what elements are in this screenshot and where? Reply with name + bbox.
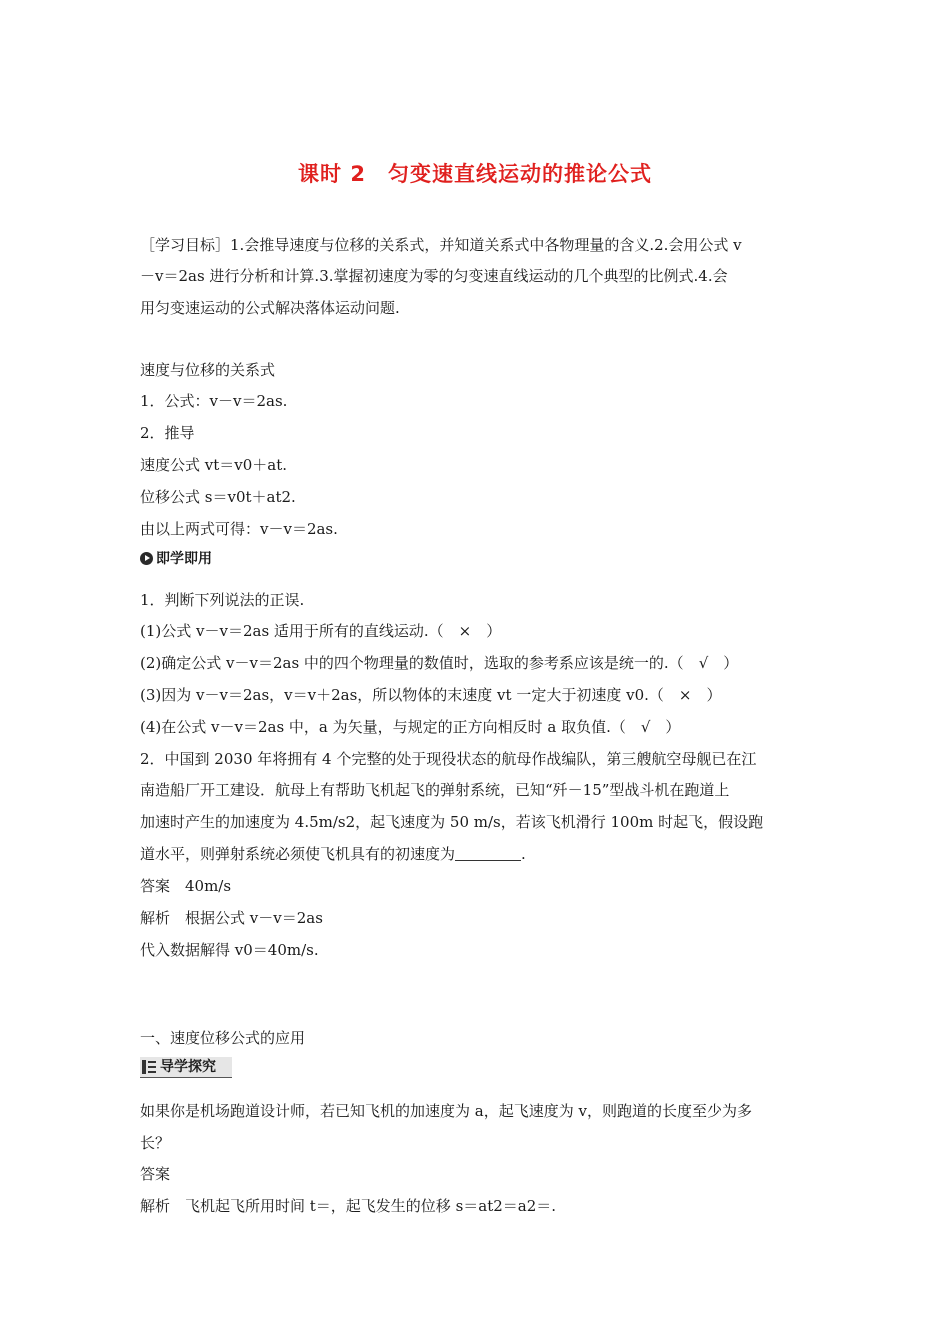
practice-heading-label: 即学即用 — [156, 551, 212, 567]
knowledge-item-2: 2．推导 — [140, 424, 195, 442]
objectives-line-1: ［学习目标］1.会推导速度与位移的关系式，并知道关系式中各物理量的含义.2.会用公式 v — [140, 236, 742, 254]
guide-explore-banner — [140, 1057, 232, 1078]
section-1-analysis: 解析 飞机起飞所用时间 t＝，起飞发生的位移 s＝at2＝a2＝. — [140, 1197, 557, 1215]
section-1-question-line-1: 如果你是机场跑道设计师，若已知飞机的加速度为 a，起飞速度为 v，则跑道的长度至少为多 — [140, 1102, 752, 1120]
section-1-question-line-2: 长？ — [140, 1134, 171, 1152]
section-1-heading: 一、速度位移公式的应用 — [140, 1029, 306, 1047]
knowledge-item-1: 1．公式：v－v＝2as. — [140, 392, 288, 410]
question-1-1: (1)公式 v－v＝2as 适用于所有的直线运动.（ × ） — [140, 622, 502, 640]
practice-heading — [140, 549, 212, 569]
objectives-line-3: 用匀变速运动的公式解决落体运动问题. — [140, 299, 400, 317]
question-2-line-2: 南造船厂开工建设．航母上有帮助飞机起飞的弹射系统，已知“歼－15”型战斗机在跑道上 — [140, 781, 730, 799]
displacement-formula: 位移公式 s＝v0t＋at2. — [140, 488, 296, 506]
answer-blank — [455, 846, 521, 861]
question-2-line-3: 加速时产生的加速度为 4.5m/s2，起飞速度为 50 m/s，若该飞机滑行 100m 时起飞，假设跑 — [140, 813, 764, 831]
objectives-line-2: －v＝2as 进行分析和计算.3.掌握初速度为零的匀变速直线运动的几个典型的比例式.4.会 — [140, 267, 728, 285]
analysis-2: 解析 根据公式 v－v＝2as — [140, 909, 323, 927]
question-2-text: 道水平，则弹射系统必须使飞机具有的初速度为 — [140, 845, 456, 863]
list-icon — [142, 1060, 156, 1074]
question-1-4: (4)在公式 v－v＝2as 中，a 为矢量，与规定的正方向相反时 a 取负值.（ √ ） — [140, 718, 681, 736]
answer-2: 答案 40m/s — [140, 877, 232, 895]
question-1-2: (2)确定公式 v－v＝2as 中的四个物理量的数值时，选取的参考系应该是统一的.（ √ ） — [140, 654, 739, 672]
knowledge-heading: 速度与位移的关系式 — [140, 361, 276, 379]
solution-2: 代入数据解得 v0＝40m/s. — [140, 941, 319, 959]
derivation-result: 由以上两式可得：v－v＝2as. — [140, 520, 338, 538]
question-2-line-4 — [140, 844, 820, 864]
speed-formula: 速度公式 vt＝v0＋at. — [140, 456, 288, 474]
play-circle-icon — [140, 552, 153, 565]
question-1: 1．判断下列说法的正误. — [140, 591, 305, 609]
question-2-line-1: 2．中国到 2030 年将拥有 4 个完整的处于现役状态的航母作战编队，第三艘航空母舰已在江 — [140, 750, 757, 768]
question-1-3: (3)因为 v－v＝2as，v＝v＋2as，所以物体的末速度 vt 一定大于初速度 v0.（ × ） — [140, 686, 722, 704]
question-2-period: . — [521, 845, 526, 863]
lesson-title: 课时 2 匀变速直线运动的推论公式 — [298, 162, 652, 186]
guide-explore-label: 导学探究 — [160, 1059, 216, 1075]
section-1-answer: 答案 — [140, 1165, 171, 1183]
